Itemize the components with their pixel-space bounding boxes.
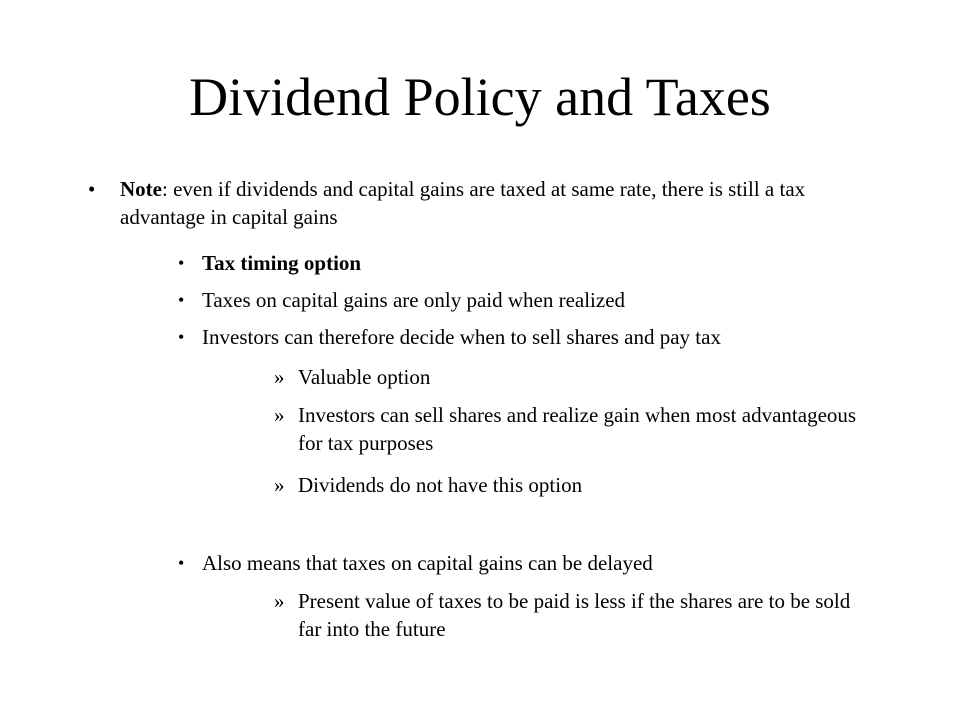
- bullet-marker: »: [274, 473, 285, 497]
- bullet-marker: »: [274, 365, 285, 389]
- bullet-marker: »: [274, 589, 285, 613]
- list-item-text: Investors can therefore decide when to sell shares and pay tax: [202, 325, 721, 349]
- sub-list-item-text: Dividends do not have this option: [298, 473, 583, 497]
- bullet-marker: »: [274, 403, 285, 427]
- note-label: Note: [120, 177, 162, 201]
- note-text: [120, 175, 880, 231]
- sub-list-item-text: Present value of taxes to be paid is less if the shares are to be sold far into the future: [298, 589, 851, 641]
- list-item-text: Also means that taxes on capital gains can be delayed: [202, 551, 653, 575]
- list-item-text: Taxes on capital gains are only paid when realized: [202, 288, 626, 312]
- sub-list-item-text: Investors can sell shares and realize gain when most advantageous for tax purposes: [298, 403, 857, 455]
- note-body: : even if dividends and capital gains are taxed at same rate, there is still a tax advantage in capital gains: [120, 177, 806, 229]
- bullet-marker: •: [178, 327, 185, 347]
- bullet-marker: •: [88, 177, 96, 201]
- bullet-marker: •: [178, 253, 185, 273]
- bullet-marker: •: [178, 553, 185, 573]
- slide-title: Dividend Policy and Taxes: [189, 67, 771, 127]
- bullet-marker: •: [178, 290, 185, 310]
- list-item-text: Tax timing option: [202, 251, 362, 275]
- sub-list-item-text: Valuable option: [298, 365, 431, 389]
